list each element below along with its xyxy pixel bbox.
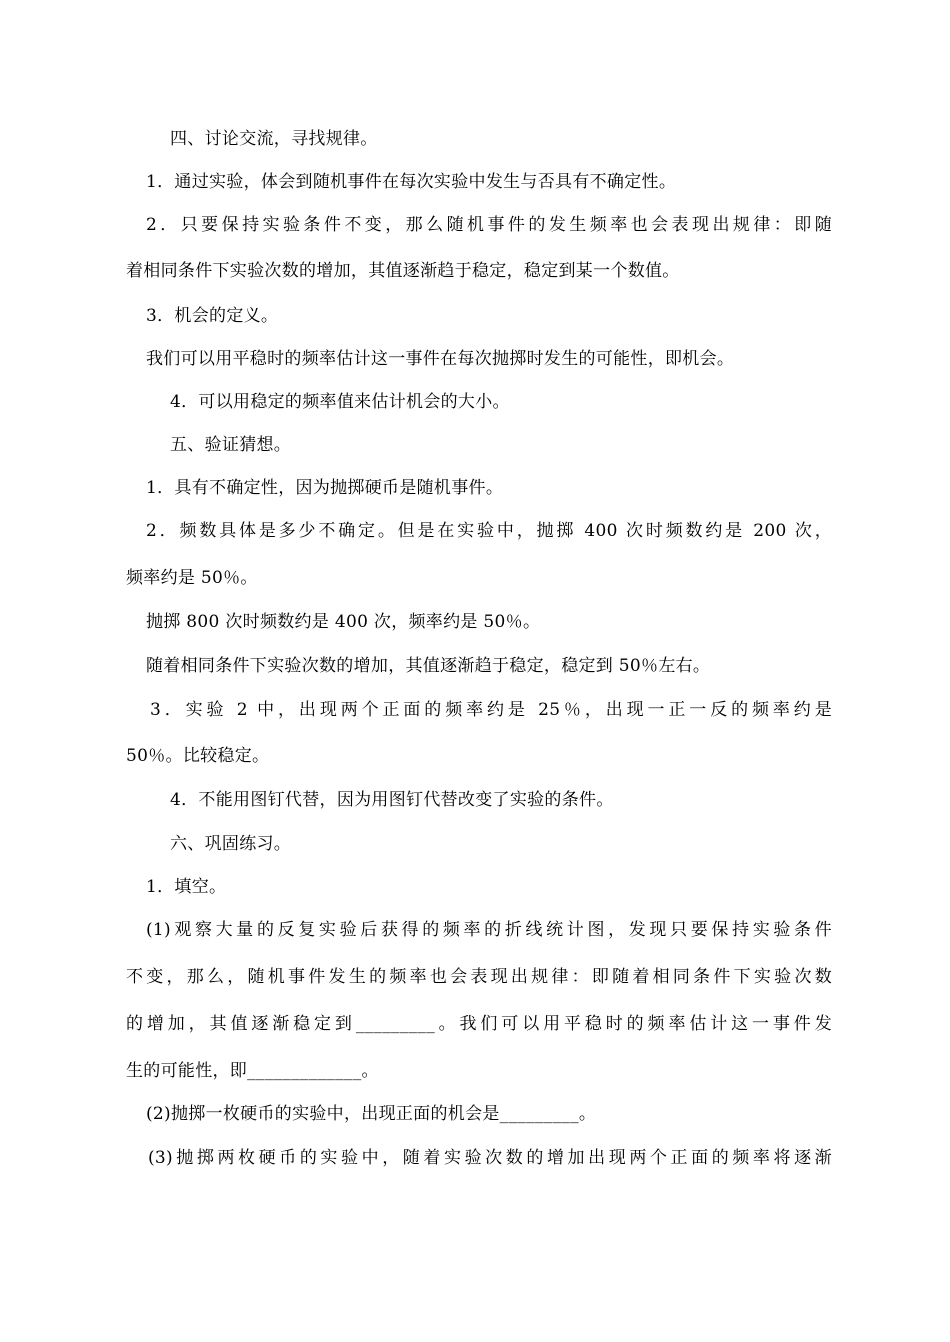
paragraph-line: 4．可以用稳定的频率值来估计机会的大小。 <box>170 392 510 412</box>
paragraph-line: 着相同条件下实验次数的增加，其值逐渐趋于稳定，稳定到某一个数值。 <box>126 261 680 281</box>
section-heading-discussion: 四、讨论交流，寻找规律。 <box>170 129 378 149</box>
section-heading-practice: 六、巩固练习。 <box>170 834 292 854</box>
paragraph-line: 生的可能性，即_____________。 <box>126 1061 379 1081</box>
paragraph-line: 4．不能用图钉代替，因为用图钉代替改变了实验的条件。 <box>170 790 614 810</box>
section-heading-verify: 五、验证猜想。 <box>170 435 292 455</box>
paragraph-line: 2．频数具体是多少不确定。但是在实验中，抛掷 400 次时频数约是 200 次， <box>146 521 832 541</box>
paragraph-line: 3．实验 2 中，出现两个正面的频率约是 25％，出现一正一反的频率约是 <box>150 700 832 720</box>
paragraph-line: 的增加，其值逐渐稳定到_________。我们可以用平稳时的频率估计这一事件发 <box>126 1014 832 1034</box>
paragraph-line: (1)观察大量的反复实验后获得的频率的折线统计图，发现只要保持实验条件 <box>146 920 832 940</box>
paragraph-line: 1．通过实验，体会到随机事件在每次实验中发生与否具有不确定性。 <box>146 172 677 192</box>
paragraph-line: 我们可以用平稳时的频率估计这一事件在每次抛掷时发生的可能性，即机会。 <box>146 349 735 369</box>
paragraph-line: 2．只要保持实验条件不变，那么随机事件的发生频率也会表现出规律：即随 <box>146 215 832 235</box>
paragraph-line: (3)抛掷两枚硬币的实验中，随着实验次数的增加出现两个正面的频率将逐渐 <box>148 1148 832 1168</box>
paragraph-line: 50％。比较稳定。 <box>126 746 270 766</box>
paragraph-line: 随着相同条件下实验次数的增加，其值逐渐趋于稳定，稳定到 50％左右。 <box>146 656 711 676</box>
paragraph-line: 抛掷 800 次时频数约是 400 次，频率约是 50％。 <box>146 612 541 632</box>
paragraph-line: 1．具有不确定性，因为抛掷硬币是随机事件。 <box>146 478 504 498</box>
paragraph-line: 不变，那么，随机事件发生的频率也会表现出规律：即随着相同条件下实验次数 <box>126 967 832 987</box>
paragraph-line: 1．填空。 <box>146 877 227 897</box>
paragraph-line: 频率约是 50％。 <box>126 568 258 588</box>
paragraph-line: 3．机会的定义。 <box>146 306 279 326</box>
paragraph-line: (2)抛掷一枚硬币的实验中，出现正面的机会是_________。 <box>146 1104 597 1124</box>
